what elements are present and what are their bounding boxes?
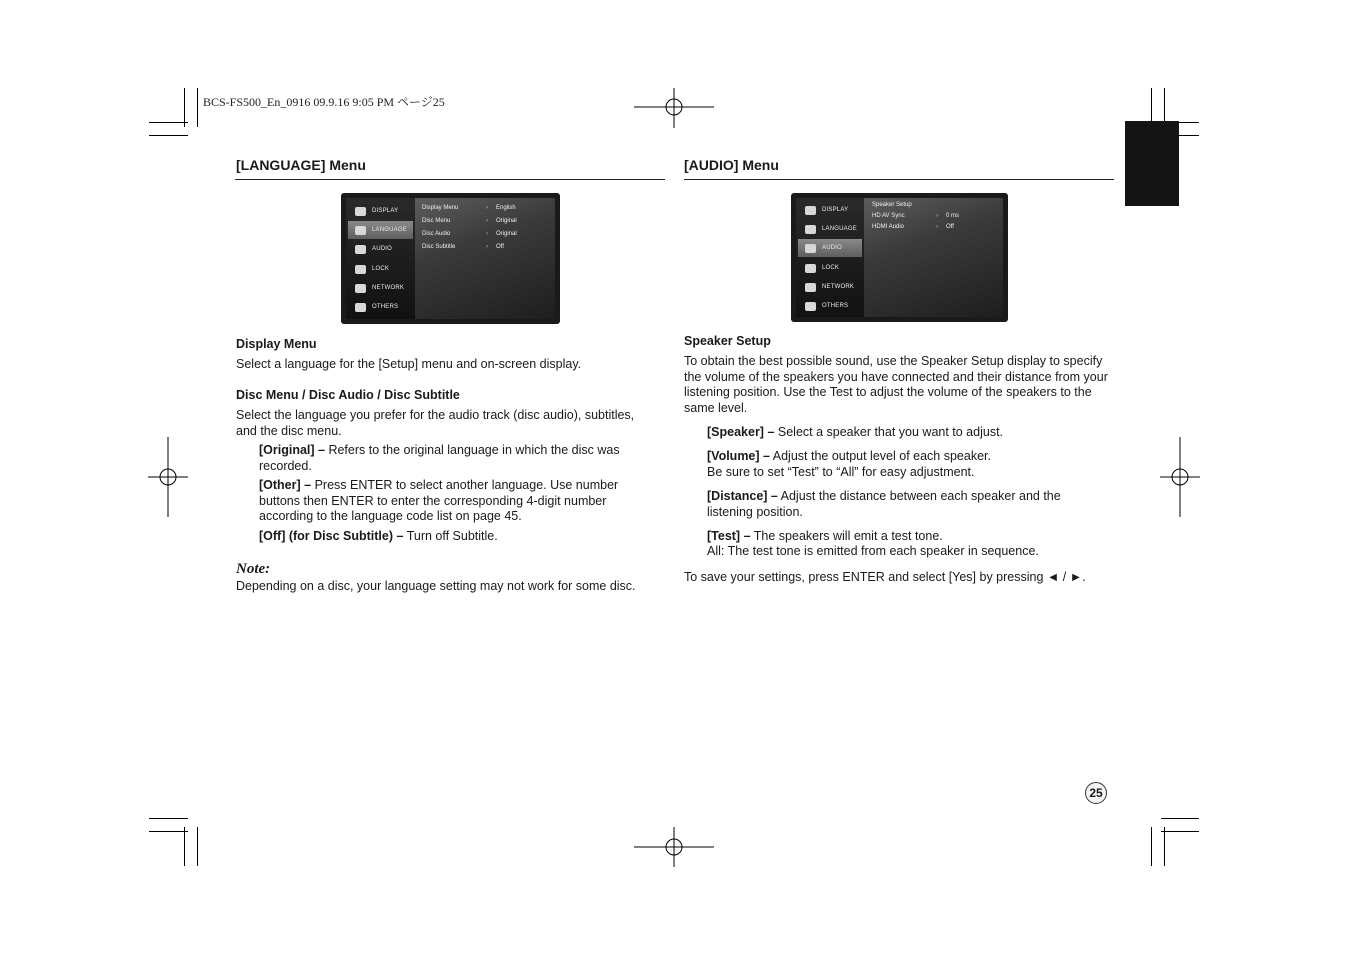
osd-setting-row: Disc Audio › Original [422,231,517,237]
other-option: [Other] – Press ENTER to select another language. Use number buttons then ENTER to enter the corresponding 4-digit number according to the language code list on page 45. [259,478,619,523]
audio-icon [355,245,366,254]
section-divider [235,179,665,180]
language-menu-screen [341,193,560,324]
osd-menu-item-display: DISPLAY [798,201,862,219]
osd-menu-item-others: OTHERS [348,298,413,316]
registration-mark-top [634,88,714,128]
crop-mark [184,88,185,127]
osd-setting-row: Disc Subtitle › Off [422,244,504,250]
distance-option: [Distance] – Adjust the distance between each speaker and the listening position. [707,489,1061,519]
osd-menu-item-language: LANGUAGE [348,221,413,239]
page-number: 25 [1085,782,1107,804]
chapter-tab [1125,121,1179,206]
test-note: All: The test tone is emitted from each speaker in sequence. [707,544,1039,558]
osd-sidebar [796,198,864,317]
note-title: Note: [236,561,271,577]
osd-menu-item-lock: LOCK [348,260,413,278]
display-menu-text: Select a language for the [Setup] menu and on-screen display. [236,357,582,371]
language-icon [805,225,816,234]
osd-setting-row: Display Menu › English [422,205,516,211]
volume-option: [Volume] – Adjust the output level of each speaker. [707,449,991,463]
osd-menu-item-display: DISPLAY [348,202,413,220]
crop-mark [149,818,188,819]
audio-icon [805,244,816,253]
original-option: [Original] – Refers to the original language in which the disc was recorded. [259,443,620,473]
crop-mark [197,827,198,866]
crop-mark [1151,827,1152,866]
osd-setting-row: Disc Menu › Original [422,218,517,224]
speaker-option: [Speaker] – Select a speaker that you want to adjust. [707,425,1004,439]
display-icon [805,206,816,215]
network-icon [355,284,366,293]
osd-menu-item-audio: AUDIO [798,239,862,257]
others-icon [355,303,366,312]
crop-mark [149,831,188,832]
osd-menu-item-language: LANGUAGE [798,220,862,238]
save-settings-text: To save your settings, press ENTER and select [Yes] by pressing ◄ / ►. [684,570,1086,584]
language-icon [355,226,366,235]
test-option: [Test] – The speakers will emit a test tone. [707,529,943,543]
display-menu-heading: Display Menu [236,337,317,351]
crop-mark [149,122,188,123]
lock-icon [355,265,366,274]
speaker-setup-heading: Speaker Setup [684,334,771,348]
crop-mark [1161,818,1199,819]
osd-menu-item-network: NETWORK [348,279,413,297]
audio-section-title: [AUDIO] Menu [684,157,779,173]
crop-mark [184,827,185,866]
audio-menu-screen [791,193,1008,322]
note-text: Depending on a disc, your language setting may not work for some disc. [236,579,636,593]
osd-sidebar [346,198,415,319]
disc-heading: Disc Menu / Disc Audio / Disc Subtitle [236,388,460,402]
registration-mark-right [1160,437,1200,517]
network-icon [805,283,816,292]
osd-menu-item-network: NETWORK [798,278,862,296]
off-option: [Off] (for Disc Subtitle) – Turn off Subtitle. [259,529,498,543]
osd-setting-row: HDMI Audio › Off [872,224,954,230]
section-divider [684,179,1114,180]
others-icon [805,302,816,311]
print-header: BCS-FS500_En_0916 09.9.16 9:05 PM ページ25 [203,95,445,109]
crop-mark [197,88,198,127]
language-section-title: [LANGUAGE] Menu [236,157,366,173]
osd-setting-row: Speaker Setup [872,202,912,208]
volume-note: Be sure to set “Test” to “All” for easy adjustment. [707,465,975,479]
crop-mark [149,135,188,136]
osd-menu-item-lock: LOCK [798,259,862,277]
osd-setting-row: HD AV Sync › 0 ms [872,213,960,219]
crop-mark [1164,827,1165,866]
speaker-setup-text: To obtain the best possible sound, use the Speaker Setup display to specify the volume of the speakers you have connected and their distance from your listening position. Use the Test to adjust the volume of the speakers to the same level. [684,354,1108,415]
osd-menu-item-others: OTHERS [798,297,862,315]
osd-menu-item-audio: AUDIO [348,240,413,258]
lock-icon [805,264,816,273]
crop-mark [1161,831,1199,832]
registration-mark-left [148,437,188,517]
display-icon [355,207,366,216]
registration-mark-bottom [634,827,714,867]
disc-text: Select the language you prefer for the audio track (disc audio), subtitles, and the disc menu. [236,408,635,438]
